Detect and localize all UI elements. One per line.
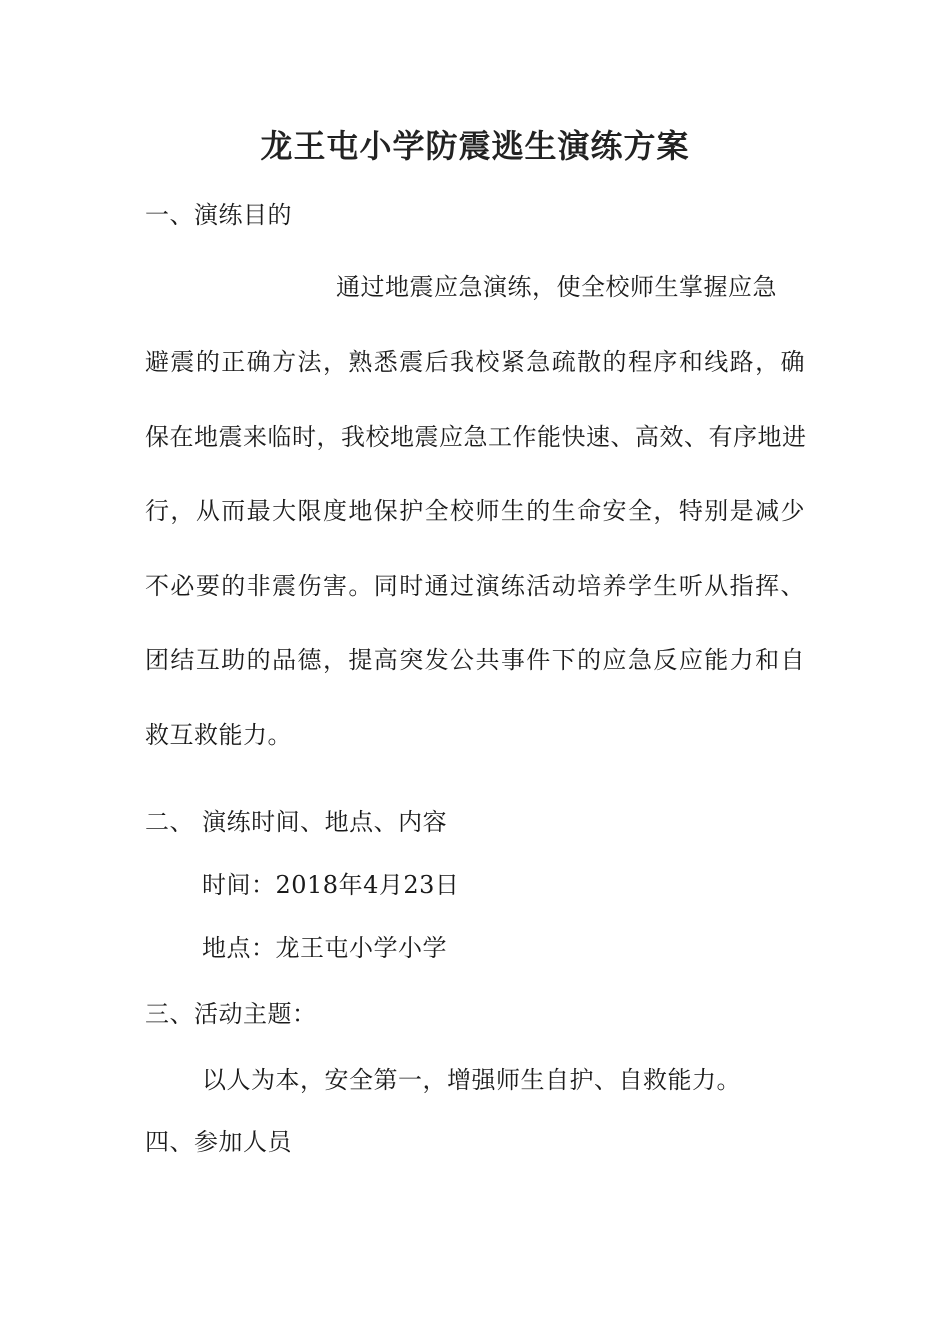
paragraph-line: 避震的正确方法，熟悉震后我校紧急疏散的程序和线路，确 bbox=[145, 348, 805, 376]
place-item: 地点：龙王屯小学小学 bbox=[202, 934, 447, 962]
section-heading-time-place: 二、 演练时间、地点、内容 bbox=[145, 808, 448, 836]
paragraph-line: 不必要的非震伤害。同时通过演练活动培养学生听从指挥、 bbox=[145, 572, 805, 600]
paragraph-line: 救互救能力。 bbox=[145, 721, 292, 749]
time-item: 时间：2018年4月23日 bbox=[202, 871, 460, 899]
paragraph-line: 团结互助的品德，提高突发公共事件下的应急反应能力和自 bbox=[145, 646, 805, 674]
section-heading-purpose: 一、演练目的 bbox=[145, 201, 292, 229]
theme-item: 以人为本，安全第一，增强师生自护、自救能力。 bbox=[202, 1066, 741, 1094]
document-title: 龙王屯小学防震逃生演练方案 bbox=[260, 127, 690, 165]
paragraph-line: 行，从而最大限度地保护全校师生的生命安全，特别是减少 bbox=[145, 497, 805, 525]
paragraph-line: 保在地震来临时，我校地震应急工作能快速、高效、有序地进 bbox=[145, 423, 807, 451]
paragraph-line: 通过地震应急演练，使全校师生掌握应急 bbox=[336, 273, 777, 301]
section-heading-participants: 四、参加人员 bbox=[145, 1128, 292, 1156]
section-heading-theme: 三、活动主题： bbox=[145, 1000, 317, 1028]
